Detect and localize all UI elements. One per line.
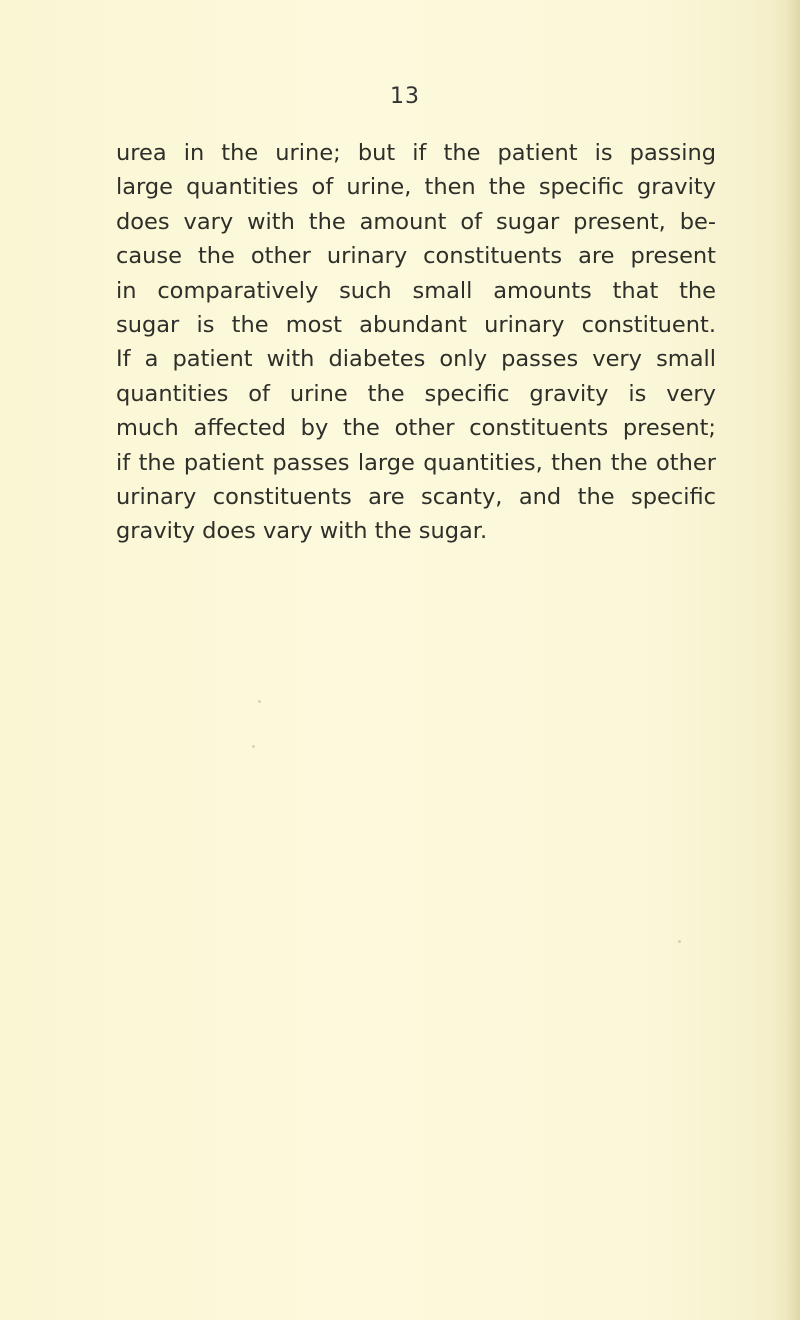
text-line: much affected by the other constituents present; — [116, 415, 716, 442]
text-line: urinary constituents are scanty, and the specific — [116, 483, 716, 510]
text-line: large quantities of urine, then the specific gravity — [116, 174, 716, 201]
page-number: 13 — [390, 84, 420, 109]
paper-speck — [258, 700, 261, 703]
text-line: If a patient with diabetes only passes very small — [116, 346, 716, 373]
text-line: sugar is the most abundant urinary constituent. — [116, 311, 716, 338]
text-line: gravity does vary with the sugar. — [116, 518, 488, 545]
text-line: if the patient passes large quantities, then the other — [116, 449, 716, 476]
text-line: cause the other urinary constituents are present — [116, 243, 716, 270]
text-line: does vary with the amount of sugar present, be- — [116, 208, 716, 235]
text-line: quantities of urine the specific gravity is very — [116, 380, 716, 407]
paper-speck — [252, 745, 255, 748]
body-paragraph — [116, 136, 716, 549]
paper-speck — [678, 940, 681, 943]
page-edge-shadow — [786, 0, 800, 1320]
text-line: urea in the urine; but if the patient is passing — [116, 140, 716, 166]
text-line: in comparatively such small amounts that the — [116, 277, 716, 304]
